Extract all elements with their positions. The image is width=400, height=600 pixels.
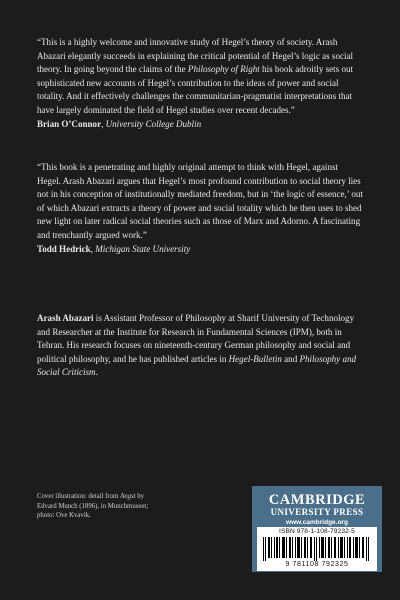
barcode-digits: 9 781108 792325 [285,561,349,568]
publisher-name: CAMBRIDGE [268,492,366,508]
publisher-url: www.cambridge.org [286,519,348,526]
author-bio [37,312,363,380]
reviewer-institution: University College Dublin [105,118,202,129]
journal-title: Hegel-Bulletin [228,353,282,364]
reviewer-name: Todd Hedrick [37,243,91,254]
bio-end: . [95,367,98,378]
author-name: Arash Abazari [37,313,94,323]
review-blurb-1: “This is a highly welcome and innovative study of Hegel’s theory of society. Arash Abazari elegantly succeeds in explaining the critical potential of Hegel’s logic as social theory. In going beyond the claims of the Philosophy of Right his book adroitly sets out sophisticated new accounts of Hegel’s contribution to the ideas of power and social totality. And it effectively challenges the communitarian-pragmatist interpretations that have largely dominated the field of Hegel studies over recent decades.” Brian O’Connor, University College Dublin [37,37,354,129]
credit-suffix: by Edvard Munch (1896), in Munchmuseet; photo: Ove Kvavik. [37,493,149,520]
review-text-cont: his book adroitly sets out sophisticated new accounts of Hegel’s contribution to the ideas of power and social totality. And it effectively challenges the communitarian-pragmatist interpretations that have largely dominated the field of Hegel studies over recent decades.” [37,64,354,115]
review-blurb-2: “This book is a penetrating and highly original attempt to think with Hegel, against Hegel. Arash Abazari argues that Hegel’s most profound contribution to social theory lies not in his conception of institutionally mediated freedom, but in ‘the logic of essence,’ out of which Abazari extracts a theory of power and social totality which he then uses to shed new light on later radical social theories such as those of Marx and Adorno. A fascinating and trenchantly argued work.” Todd Hedrick, Michigan State University [37,162,363,254]
publisher-press: UNIVERSITY PRESS [270,507,364,517]
credit-prefix: Cover illustration: detail from [37,493,121,500]
isbn-label: ISBN 978-1-108-79232-5 [279,528,355,535]
reviewer-institution: Michigan State University [95,243,191,254]
review-text: “This book is a penetrating and highly original attempt to think with Hegel, against Hegel. Arash Abazari argues that Hegel’s most profound contribution to social theory lies not in his conception of institutionally mediated freedom, but in ‘the logic of essence,’ out of which Abazari extracts a theory of power and social totality which he then uses to shed new light on later radical social theories such as those of Marx and Adorno. A fascinating and trenchantly argued work.” [37,162,363,240]
barcode-panel [257,527,377,571]
review-text: “This is a highly welcome and innovative study of Hegel’s theory of society. Arash Abazari elegantly succeeds in explaining the critical potential of Hegel’s logic as social theory. In going beyond the claims of the [37,37,354,75]
cover-credit [37,492,157,521]
artwork-title: Angst [120,493,136,500]
journal-title: Philosophy and Social Criticism [37,353,357,378]
book-title-italic: Philosophy of Right [187,64,260,75]
bio-and: and [281,353,300,364]
bio-text: is Assistant Professor of Philosophy at Sharif University of Technology and Researcher at the Institute for Research in Fundamental Sciences (IPM), both in Tehran. His research focuses on nineteenth-century German philosophy and social and political philosophy, and he has published articles in [37,313,355,364]
barcode-icon [263,537,371,561]
reviewer-name: Brian O’Connor [37,118,102,129]
